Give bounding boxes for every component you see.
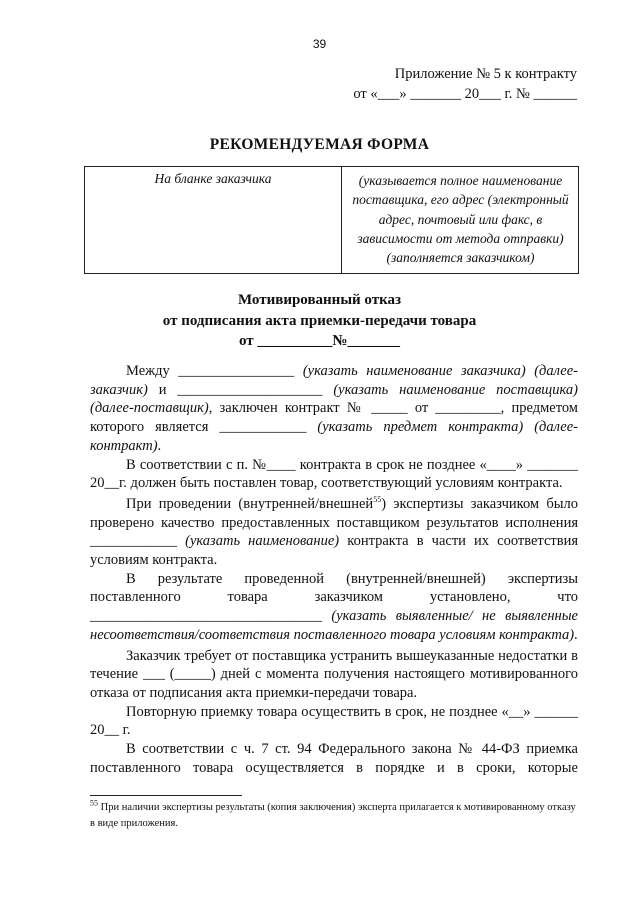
paragraph-law-reference: В соответствии с ч. 7 ст. 94 Федерального закона № 44-ФЗ приемка поставленного товара осуществляется в порядке и в сроки, которые — [90, 741, 578, 776]
footnote-text: При наличии экспертизы результаты (копия заключения) эксперта прилагается к мотивированному отказу в виде приложения. — [90, 802, 576, 829]
paragraph-parties — [90, 362, 578, 456]
p1-hint-subject: (указать предмет контракта) (далее-контракт) — [90, 419, 578, 454]
paragraph-result — [90, 570, 578, 645]
p1-text-g: . — [157, 437, 162, 454]
form-title: РЕКОМЕНДУЕМАЯ ФОРМА — [209, 136, 430, 153]
paragraph-demand: Заказчик требует от поставщика устранить вышеуказанные недостатки в течение ___ (_____) дней с момента получения настоящего мотивированного отказа от подписания акта приемки-передачи товара. — [90, 647, 578, 701]
p1-hint-customer: (указать наименование заказчика) (далее-заказчик) — [90, 363, 578, 398]
p3-text-b: ) экспертизы заказчиком было проверено качество предоставленных поставщиком результатов исполнения ____________ — [90, 495, 578, 550]
doc-heading-line-1: Мотивированный отказ — [237, 292, 402, 308]
p1-text-e: , заключен контракт № _____ от _________, предметом которого является ____________ — [90, 400, 578, 436]
footnote — [90, 800, 578, 832]
appendix-line-1: Приложение № 5 к контракту — [394, 66, 577, 82]
p3-text-d: контракта в части их соответствия условиям контракта. — [90, 533, 578, 569]
header-box — [84, 166, 579, 274]
p3-hint-name: (указать наименование) — [185, 533, 340, 550]
paragraph-delivery-term: В соответствии с п. №____ контракта в срок не позднее «____» _______ 20__г. должен быть поставлен товар, соответствующий условиям контракта. — [90, 456, 578, 492]
footnote-ref: 55 — [373, 495, 382, 505]
p1-text-c: и ____________________ — [147, 381, 334, 398]
p4-text-c: . — [574, 626, 578, 643]
paragraph-reacceptance: Повторную приемку товара осуществить в срок, не позднее «__» ______ 20__ г. — [90, 703, 578, 739]
p1-text-a: Между ________________ — [126, 363, 303, 379]
appendix-line-2: от «___» _______ 20___ г. № ______ — [353, 86, 577, 102]
page-number: 39 — [312, 37, 327, 51]
customer-letterhead-cell: На бланке заказчика — [85, 167, 342, 273]
document-body — [90, 362, 578, 777]
p4-text-a: В результате проведенной (внутренней/внешней) экспертизы поставленного товара заказчиком установлено, что ________________________________ — [90, 570, 578, 625]
footnote-separator — [90, 795, 242, 796]
doc-heading-line-2: от подписания акта приемки-передачи товара — [162, 313, 477, 329]
paragraph-expertise — [90, 495, 578, 570]
p4-hint-findings: (указать выявленные/ не выявленные несоответствия/соответствия поставленного товара условиям контракта) — [90, 608, 578, 643]
supplier-address-cell: (указывается полное наименование поставщика, его адрес (электронный адрес, почтовый или факс, в зависимости от метода отправки) (заполняется заказчиком) — [352, 173, 569, 266]
footnote-number: 55 — [90, 798, 98, 808]
doc-heading-line-3: от __________№_______ — [239, 333, 400, 349]
p3-text-a: При проведении (внутренней/внешней — [126, 495, 374, 512]
p1-hint-supplier: (указать наименование поставщика) (далее-поставщик) — [90, 381, 579, 417]
